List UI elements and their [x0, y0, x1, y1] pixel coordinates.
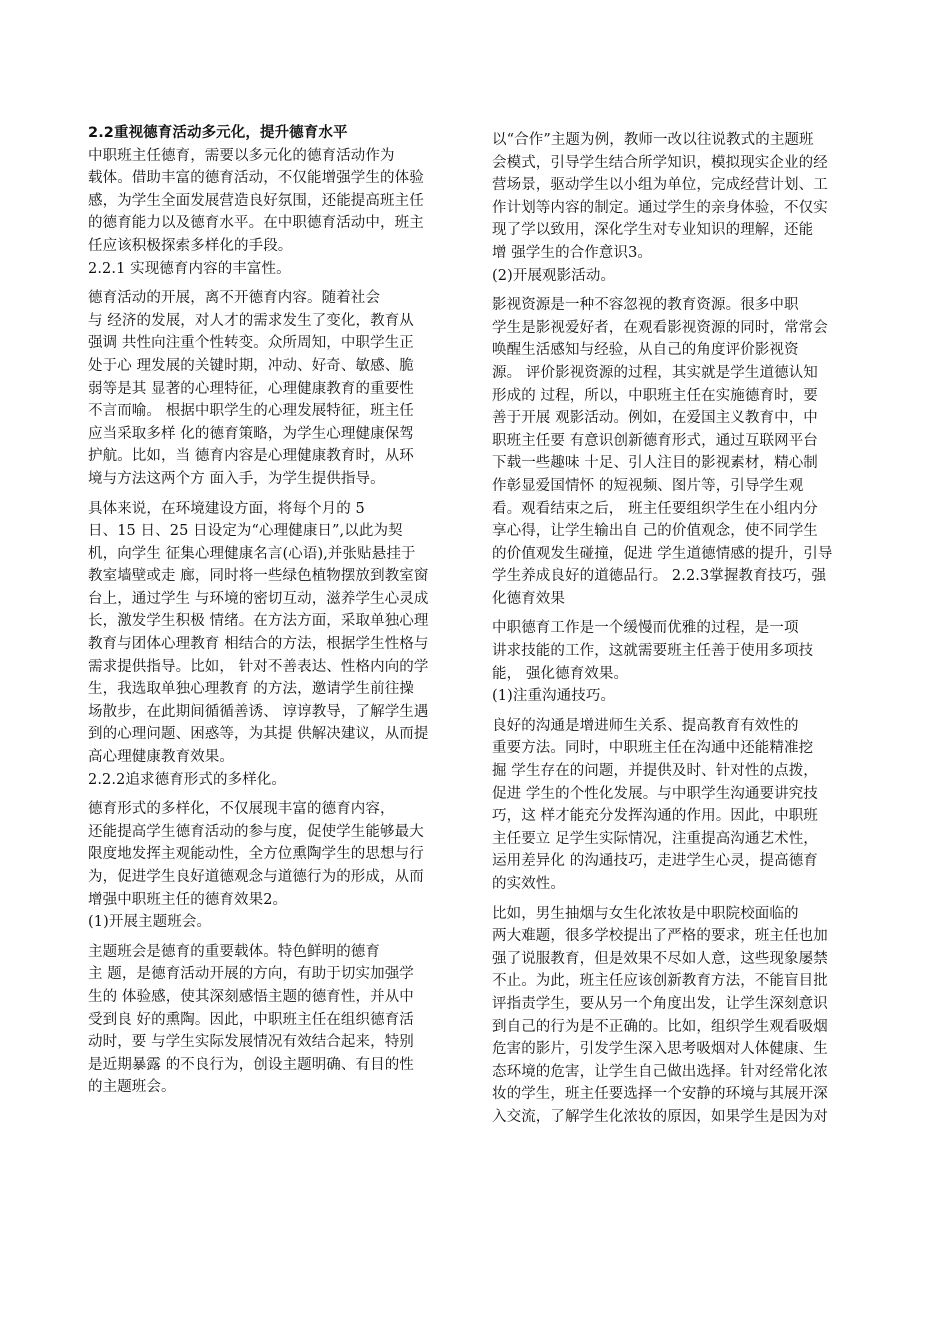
text-line: 的价值观发生碰撞，促进 学生道德情感的提升，引导: [492, 545, 833, 562]
paragraph-gap: [492, 287, 870, 294]
text-line: 学生养成良好的道德品行。 2.2.3掌握教育技巧，强: [492, 568, 827, 585]
text-line: 是近期暴露 的不良行为，创设主题明确、有目的性: [88, 1056, 414, 1073]
text-line: 增强中职班主任的德育效果2。: [88, 891, 288, 908]
text-line: 护航。比如，当 德育内容是心理健康教育时，从环: [88, 448, 414, 465]
text-line: 能， 强化德育效果。: [492, 665, 629, 682]
text-line: 的主题班会。: [88, 1079, 176, 1096]
text-line: 巧，这 样才能充分发挥沟通的作用。因此，中职班: [492, 808, 818, 825]
text-line: 的德育能力以及德育水平。在中职德育活动中，班主: [88, 215, 424, 232]
text-line: 教育与团体心理教育 相结合的方法，根据学生性格与: [88, 636, 429, 653]
paragraph-gap: [492, 708, 870, 715]
text-line: 到自己的行为是不正确的。比如，组织学生观看吸烟: [492, 1018, 828, 1035]
text-line: 中职德育工作是一个缓慢而优雅的过程，是一项: [492, 620, 799, 637]
text-line: 掘 学生存在的问题，并提供及时、针对性的点拨，: [492, 763, 818, 780]
text-line: 善于开展 观影活动。例如，在爱国主义教育中，中: [492, 410, 818, 427]
text-line: 比如，男生抽烟与女生化浓妆是中职院校面临的: [492, 905, 799, 922]
text-line: 生，我选取单独心理教育 的方法，邀请学生前往操: [88, 681, 414, 698]
text-line: 具体来说，在环境建设方面，将每个月的 5: [88, 500, 365, 517]
text-line: 讲求技能的工作，这就需要班主任善于使用多项技: [492, 643, 814, 660]
text-line: 主任要立 足学生实际情况，注重提高沟通艺术性，: [492, 830, 818, 847]
text-line: 危害的影片，引发学生深入思考吸烟对人体健康、生: [492, 1041, 828, 1058]
text-line: 德育活动的开展，离不开德育内容。随着社会: [88, 290, 380, 307]
text-line: 处于心 理发展的关键时期，冲动、好奇、敏感、脆: [88, 357, 414, 374]
text-line: 两大难题，很多学校提出了严格的要求，班主任也加: [492, 928, 828, 945]
text-line: 长，激发学生积极 情绪。在方法方面，采取单独心理: [88, 613, 429, 630]
right-column: [492, 129, 870, 1129]
paragraph-gap: [492, 896, 870, 903]
text-line: 不言而喻。 根据中职学生的心理发展特征，班主任: [88, 403, 414, 420]
text-line: 增 强学生的合作意识3。: [492, 244, 653, 261]
text-line: 弱等是其 显著的心理特征，心理健康教育的重要性: [88, 380, 414, 397]
text-line: 形成的 过程，所以，中职班主任在实施德育时，要: [492, 387, 818, 404]
section-heading: 2.2重视德育活动多元化，提升德育水平: [88, 125, 348, 141]
paragraph-gap: [492, 610, 870, 617]
text-line: 生的 体验感，使其深刻感悟主题的德育性，并从中: [88, 988, 414, 1005]
text-line: 评指责学生，要从另一个角度出发，让学生深刻意识: [492, 995, 828, 1012]
text-line: 感，为学生全面发展营造良好氛围，还能提高班主任: [88, 192, 424, 209]
text-line: 受到良 好的熏陶。因此，中职班主任在组织德育活: [88, 1011, 414, 1028]
text-line: 下载一些趣味 十足、引人注目的影视素材，精心制: [492, 455, 818, 472]
text-line: 化德育效果: [492, 590, 565, 607]
text-line: 2.2.1 实现德育内容的丰富性。: [88, 260, 291, 277]
text-line: 与 经济的发展，对人才的需求发生了变化，教育从: [88, 312, 414, 329]
text-line: 以“合作”主题为例，教师一改以往说教式的主题班: [492, 132, 814, 148]
text-line: 良好的沟通是增进师生关系、提高教育有效性的: [492, 717, 799, 734]
text-line: (1)注重沟通技巧。: [492, 688, 616, 705]
text-line: 任应该积极探索多样化的手段。: [88, 237, 293, 254]
text-line: 主 题，是德育活动开展的方向，有助于切实加强学: [88, 966, 414, 983]
text-line: 促进 学生的个性化发展。与中职学生沟通要讲究技: [492, 785, 818, 802]
text-line: 场散步，在此期间循循善诱、 谆谆教导，了解学生遇: [88, 703, 429, 720]
text-line: 台上，通过学生 与环境的密切互动，滋养学生心灵成: [88, 590, 429, 607]
text-line: 日、15 日、25 日设定为“心理健康日”,以此为契: [88, 523, 403, 540]
text-line: 到的心理问题、困惑等，为其提 供解决建议，从而提: [88, 726, 429, 743]
left-column: [88, 122, 468, 1099]
text-line: 妆的学生，班主任要选择一个安静的环境与其展开深: [492, 1086, 828, 1103]
text-line: 载体。借助丰富的德育活动，不仅能增强学生的体验: [88, 170, 424, 187]
text-line: 唤醒生活感知与经验，从自己的角度评价影视资: [492, 342, 799, 359]
text-line: (1)开展主题班会。: [88, 914, 212, 931]
text-line: 教室墙壁或走 廊，同时将一些绿色植物摆放到教室窗: [88, 568, 429, 585]
text-line: 还能提高学生德育活动的参与度，促使学生能够最大: [88, 823, 424, 840]
text-line: (2)开展观影活动。: [492, 267, 616, 284]
text-line: 不止。为此，班主任应该创新教育方法，不能盲目批: [492, 973, 828, 990]
text-line: 看。观看结束之后， 班主任要组织学生在小组内分: [492, 500, 818, 517]
text-line: 主题班会是德育的重要载体。特色鲜明的德育: [88, 943, 380, 960]
text-line: 会模式，引导学生结合所学知识，模拟现实企业的经: [492, 154, 828, 171]
text-line: 职班主任要 有意识创新德育形式，通过互联网平台: [492, 432, 818, 449]
text-line: 享心得，让学生输出自 己的价值观念，使不同学生: [492, 523, 818, 540]
text-line: 需求提供指导。比如， 针对不善表达、性格内向的学: [88, 658, 429, 675]
text-line: 态环境的危害，让学生自己做出选择。针对经常化浓: [492, 1063, 828, 1080]
text-line: 重要方法。同时，中职班主任在沟通中还能精准挖: [492, 740, 814, 757]
text-line: 强了说服教育，但是效果不尽如人意，这些现象屡禁: [492, 950, 828, 967]
text-line: 营场景，驱动学生以小组为单位，完成经营计划、工: [492, 177, 828, 194]
text-line: 运用差异化 的沟通技巧，走进学生心灵，提高德育: [492, 853, 818, 870]
text-line: 强调 共性向注重个性转变。众所周知，中职学生正: [88, 335, 414, 352]
text-line: 源。 评价影视资源的过程，其实就是学生道德认知: [492, 364, 818, 381]
text-line: 德育形式的多样化，不仅展现丰富的德育内容，: [88, 801, 395, 818]
text-line: 影视资源是一种不容忽视的教育资源。很多中职: [492, 297, 799, 314]
paragraph-gap: [88, 934, 468, 941]
text-line: 作彰显爱国情怀 的短视频、图片等，引导学生观: [492, 477, 804, 494]
text-line: 作计划等内容的制定。通过学生的亲身体验，不仅实: [492, 199, 828, 216]
text-line: 动时，要 与学生实际发展情况有效结合起来，特别: [88, 1034, 414, 1051]
text-line: 高心理健康教育效果。: [88, 749, 234, 766]
text-line: 学生是影视爱好者，在观看影视资源的同时，常常会: [492, 319, 828, 336]
text-line: 限度地发挥主观能动性，全方位熏陶学生的思想与行: [88, 846, 424, 863]
text-line: 应当采取多样 化的德育策略，为学生心理健康保驾: [88, 425, 414, 442]
text-line: 入交流，了解学生化浓妆的原因，如果学生是因为对: [492, 1108, 828, 1125]
text-line: 现了学以致用，深化学生对专业知识的理解，还能: [492, 222, 814, 239]
paragraph-gap: [88, 791, 468, 798]
text-line: 境与方法这两个方 面入手，为学生提供指导。: [88, 470, 385, 487]
text-line: 的实效性。: [492, 876, 565, 892]
text-line: 2.2.2追求德育形式的多样化。: [88, 771, 286, 788]
text-line: 中职班主任德育，需要以多元化的德育活动作为: [88, 147, 395, 164]
paragraph-gap: [88, 280, 468, 287]
text-line: 机，向学生 征集心理健康名言(心语),并张贴悬挂于: [88, 545, 416, 562]
text-line: 为，促进学生良好道德观念与道德行为的形成，从而: [88, 869, 424, 885]
paragraph-gap: [88, 491, 468, 498]
